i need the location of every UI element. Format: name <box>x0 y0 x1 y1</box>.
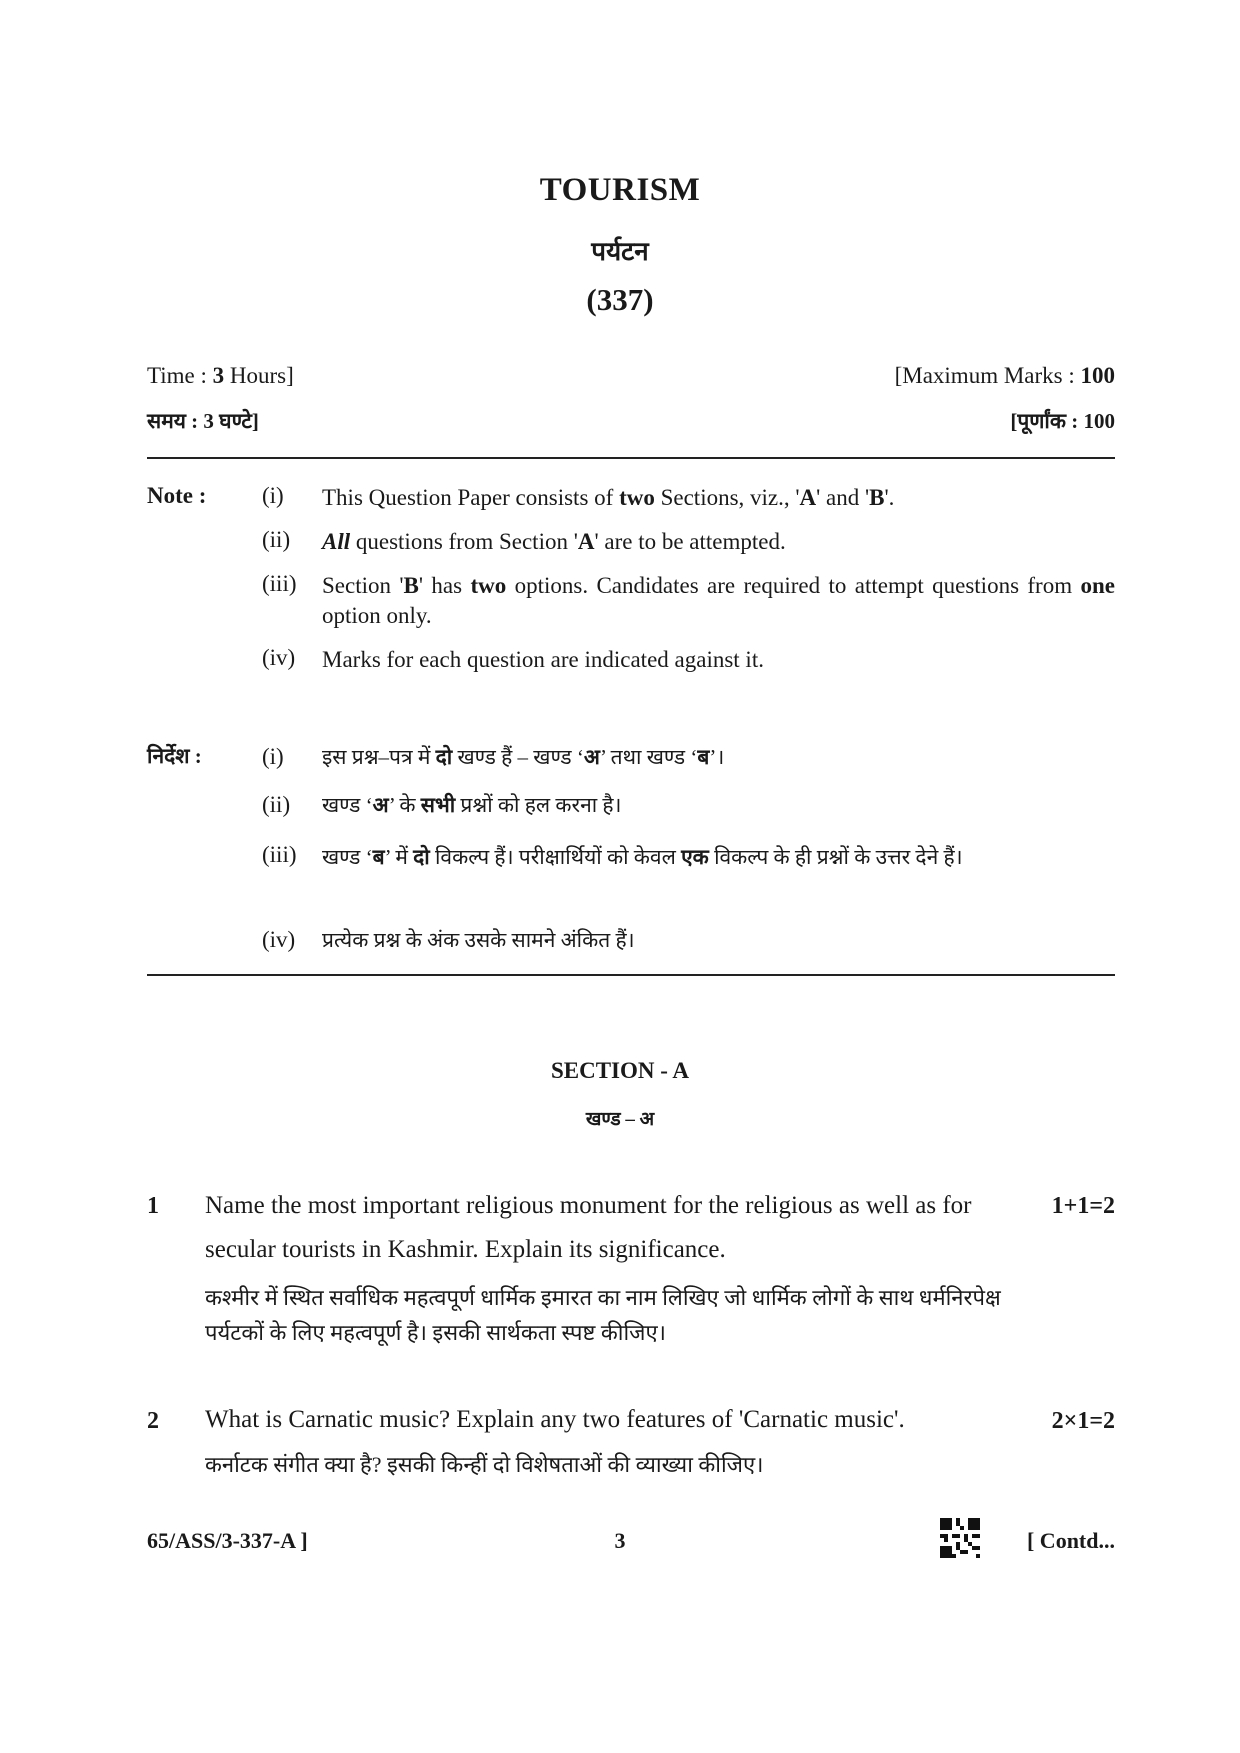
nirdesh-item: इस प्रश्न–पत्र में दो खण्ड हैं – खण्ड ‘अ’ तथा खण्ड ‘ब’। <box>322 745 725 769</box>
section-title: SECTION - A <box>550 1058 690 1083</box>
section-title-hindi: खण्ड – अ <box>585 1109 655 1130</box>
qr-code-icon <box>940 1518 980 1558</box>
nirdesh-item-number: (i) <box>262 744 284 769</box>
paper-title-hindi: पर्यटन <box>591 237 649 266</box>
page-number: 3 <box>614 1528 626 1553</box>
nirdesh-label: निर्देश : <box>147 744 202 768</box>
instructions-divider <box>147 974 1115 976</box>
nirdesh-item: खण्ड ‘ब’ में दो विकल्प हैं। परीक्षार्थियों को केवल एक विकल्प के ही प्रश्नों के उत्तर देने हैं। <box>322 845 963 869</box>
nirdesh-item-number: (ii) <box>262 792 291 817</box>
question-text-hi: कश्मीर में स्थित सर्वाधिक महत्वपूर्ण धार्मिक इमारत का नाम लिखिए जो धार्मिक लोगों के साथ धर्मनिरपेक्ष पर्यटकों के लिए महत्वपूर्ण है। इसकी सार्थकता स्पष्ट कीजिए। <box>205 1285 1001 1345</box>
note-item: Marks for each question are indicated against it. <box>322 647 764 672</box>
note-item: Section 'B' has two options. Candidates are required to attempt questions from one option only. <box>322 573 1115 628</box>
continued-label: [ Contd... <box>1026 1528 1115 1553</box>
question-number: 1 <box>147 1193 159 1219</box>
note-label: Note : <box>147 483 207 508</box>
nirdesh-item-number: (iv) <box>262 927 296 952</box>
question-number: 2 <box>147 1408 159 1434</box>
time-en: Time : 3 Hours] <box>147 363 294 388</box>
question-marks: 2×1=2 <box>1051 1408 1115 1434</box>
note-item-number: (ii) <box>262 527 291 552</box>
time-marks-row-hi <box>147 407 1115 435</box>
note-item: This Question Paper consists of two Sections, viz., 'A' and 'B'. <box>322 485 895 510</box>
nirdesh-item: प्रत्येक प्रश्न के अंक उसके सामने अंकित हैं। <box>322 928 635 952</box>
question-text-hi: कर्नाटक संगीत क्या है? इसकी किन्हीं दो विशेषताओं की व्याख्या कीजिए। <box>205 1452 764 1477</box>
note-item: All questions from Section 'A' are to be attempted. <box>322 529 786 554</box>
note-item-number: (i) <box>262 483 284 508</box>
question-text-en: What is Carnatic music? Explain any two features of 'Carnatic music'. <box>205 1406 905 1433</box>
time-marks-row-en <box>147 363 1115 389</box>
max-marks-en: [Maximum Marks : 100 <box>894 363 1115 388</box>
max-marks-hi: [पूर्णांक : 100 <box>1010 409 1115 433</box>
nirdesh-item: खण्ड ‘अ’ के सभी प्रश्नों को हल करना है। <box>322 793 622 817</box>
nirdesh-item-number: (iii) <box>262 842 297 867</box>
subject-code: (337) <box>586 282 654 317</box>
question-marks: 1+1=2 <box>1051 1193 1115 1219</box>
paper-title: TOURISM <box>539 172 701 208</box>
time-hi: समय : 3 घण्टे] <box>147 409 259 433</box>
note-item-number: (iv) <box>262 645 296 670</box>
paper-code: 65/ASS/3-337-A ] <box>147 1528 308 1553</box>
question-text-en: Name the most important religious monument for the religious as well as for secular tourists in Kashmir. Explain its significance. <box>205 1192 972 1263</box>
header-divider <box>147 457 1115 459</box>
note-item-number: (iii) <box>262 571 297 596</box>
